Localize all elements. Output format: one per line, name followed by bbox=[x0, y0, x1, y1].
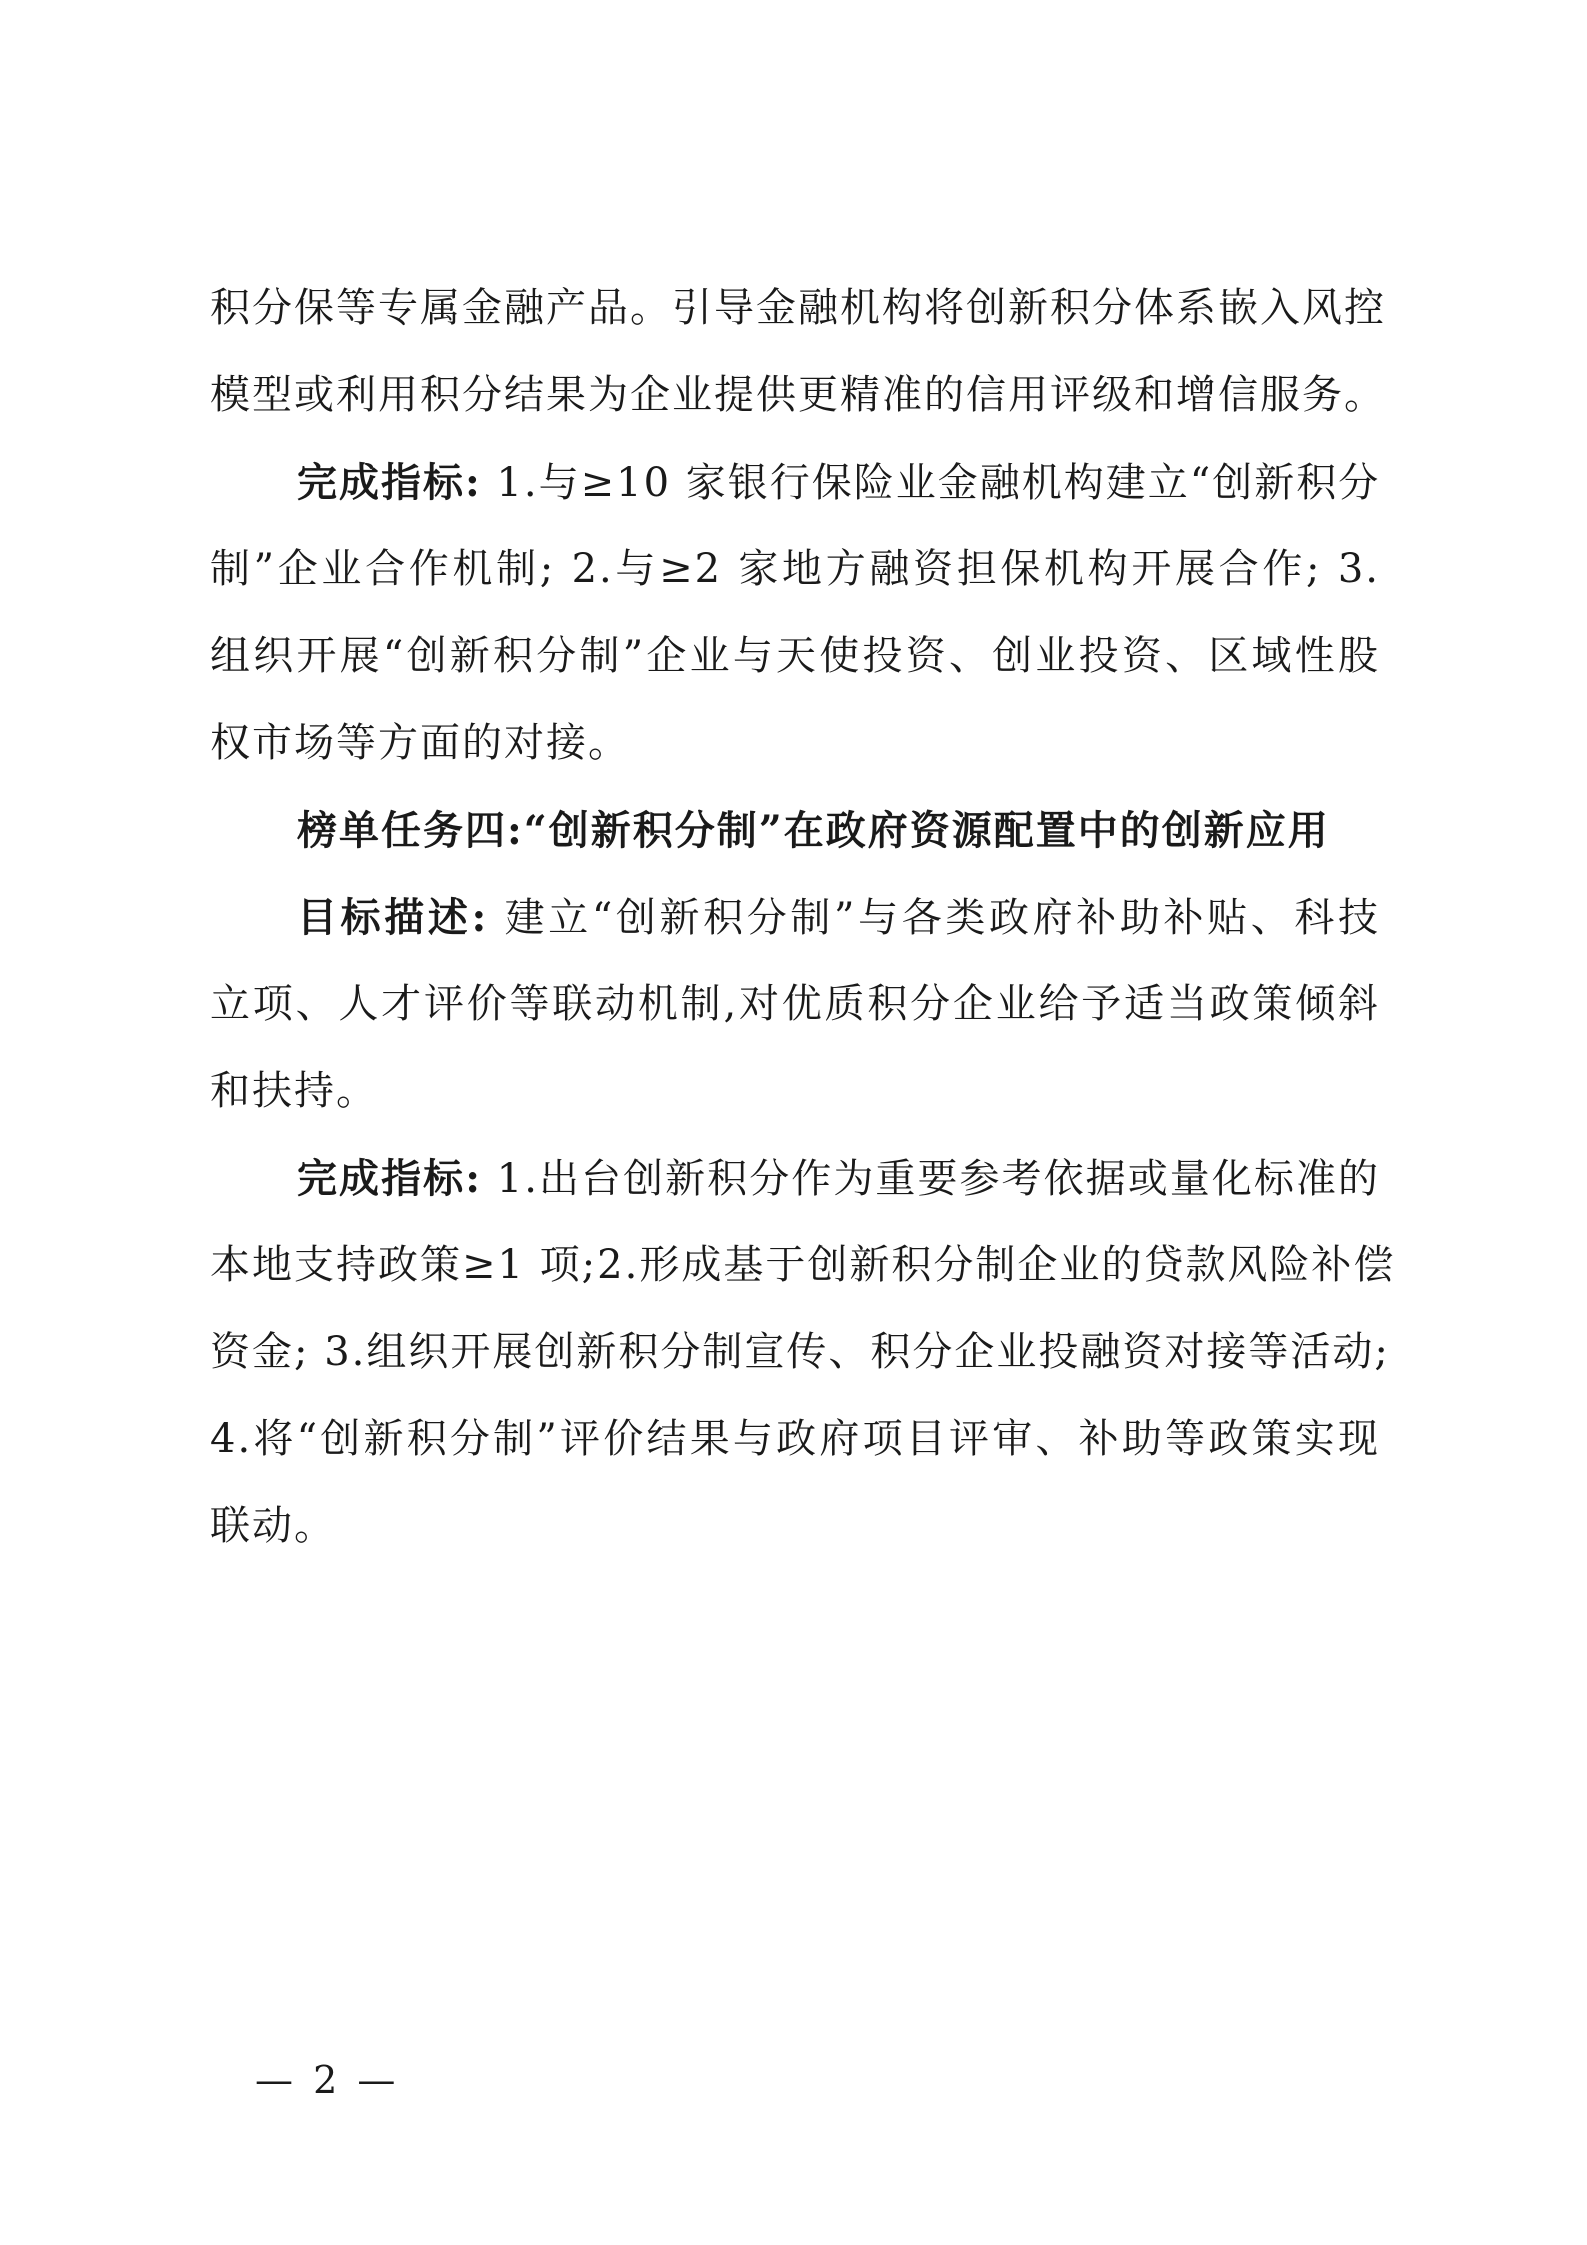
section-heading-task-four: 榜单任务四:“创新积分制”在政府资源配置中的创新应用 bbox=[297, 807, 1330, 854]
text-line: 立项、人才评价等联动机制,对优质积分企业给予适当政策倾斜 bbox=[210, 981, 1380, 1027]
paragraph-completion-indicators-2 bbox=[210, 1135, 1396, 1570]
text-line bbox=[210, 1135, 1380, 1222]
label-completion-indicators: 完成指标: bbox=[297, 459, 482, 506]
text-line: 组织开展“创新积分制”企业与天使投资、创业投资、区域性股 bbox=[210, 633, 1380, 679]
text-line: 权市场等方面的对接。 bbox=[210, 720, 630, 766]
paragraph-goal-description bbox=[210, 874, 1380, 1135]
paragraph-financial-products bbox=[210, 265, 1386, 439]
text-line bbox=[210, 439, 1380, 526]
text-line: 本地支持政策≥1 项;2.形成基于创新积分制企业的贷款风险补偿 bbox=[210, 1242, 1396, 1288]
label-completion-indicators: 完成指标: bbox=[297, 1155, 482, 1202]
text-segment: 1.与≥10 家银行保险业金融机构建立“创新积分 bbox=[481, 460, 1381, 506]
document-body bbox=[210, 265, 1396, 1570]
label-goal-description: 目标描述: bbox=[297, 894, 489, 941]
text-line: 制”企业合作机制; 2.与≥2 家地方融资担保机构开展合作; 3. bbox=[210, 546, 1380, 592]
text-segment: 1.出台创新积分作为重要参考依据或量化标准的 bbox=[481, 1156, 1380, 1202]
text-line: 资金; 3.组织开展创新积分制宣传、积分企业投融资对接等活动; bbox=[210, 1329, 1390, 1375]
text-line: 4.将“创新积分制”评价结果与政府项目评审、补助等政策实现 bbox=[210, 1416, 1380, 1462]
text-line: 积分保等专属金融产品。引导金融机构将创新积分体系嵌入风控 bbox=[210, 285, 1386, 331]
text-line bbox=[210, 874, 1380, 961]
text-segment: 建立“创新积分制”与各类政府补助补贴、科技 bbox=[488, 895, 1380, 941]
page-number: — 2 — bbox=[255, 2058, 400, 2102]
paragraph-completion-indicators-1 bbox=[210, 439, 1380, 787]
text-line: 联动。 bbox=[210, 1503, 336, 1549]
text-line: 和扶持。 bbox=[210, 1068, 378, 1114]
text-line: 模型或利用积分结果为企业提供更精准的信用评级和增信服务。 bbox=[210, 372, 1386, 418]
